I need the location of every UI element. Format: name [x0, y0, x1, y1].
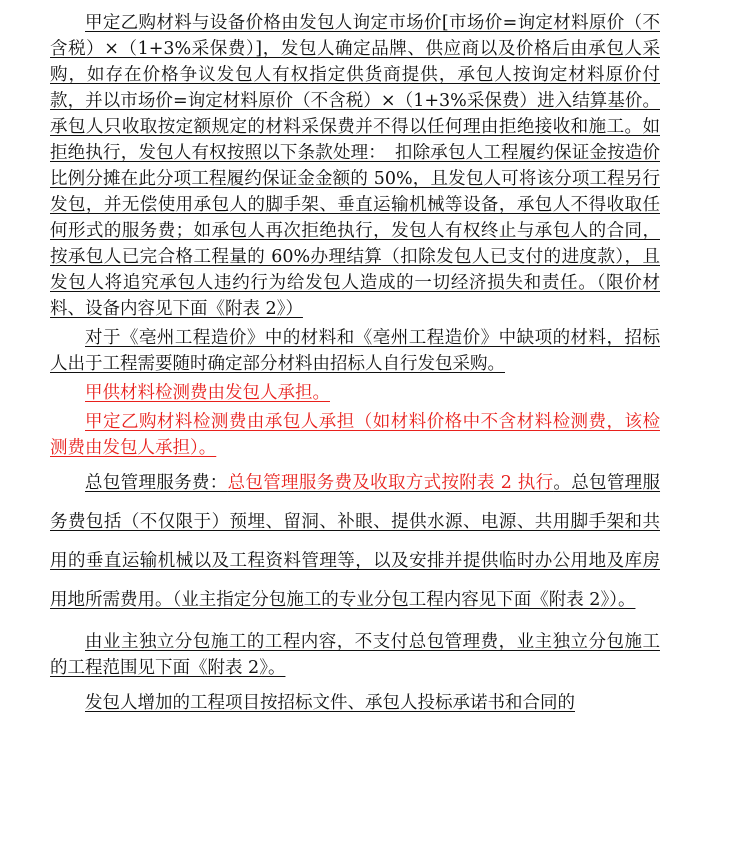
management-fee-red-text: 总包管理服务费及收取方式按附表 2 执行 [227, 473, 554, 493]
management-fee-label: 总包管理服务费： [85, 473, 228, 493]
paragraph-owner-subcontract: 由业主独立分包施工的工程内容，不支付总包管理费，业主独立分包施工的工程范围见下面《附表 2》。 [50, 632, 660, 678]
management-fee-description: 。总包管理服务费包括（不仅限于）预埋、留洞、补眼、提供水源、电源、共用脚手架和共用的垂直运输机械以及工程资料管理等，以及安排并提供临时办公用地及库房用地所需费用。（业主指定分包施工的专业分包工程内容见下面《附表 2》）。 [50, 473, 661, 610]
paragraph-management-fee [50, 464, 660, 620]
paragraph-self-procurement: 对于《亳州工程造价》中的材料和《亳州工程造价》中缺项的材料，招标人出于工程需要随时确定部分材料由招标人自行发包采购。 [50, 328, 660, 374]
paragraph-material-pricing: 甲定乙购材料与设备价格由发包人询定市场价[市场价=询定材料原价（不含税）×（1+3%采保费）]，发包人确定品牌、供应商以及价格后由承包人采购，如存在价格争议发包人有权指定供货商提供，承包人按询定材料原价付款，并以市场价=询定材料原价（不含税）×（1+3%采保费）进入结算基价。承包人只收取按定额规定的材料采保费并不得以任何理由拒绝接收和施工。如拒绝执行，发包人有权按照以下条款处理： 扣除承包人工程履约保证金按造价比例分摊在此分项工程履约保证金金额的 50%，且发包人可将该分项工程另行发包，并无偿使用承包人的脚手架、垂直运输机械等设备，承包人不得收取任何形式的服务费；如承包人再次拒绝执行，发包人有权终止与承包人的合同，按承包人已完合格工程量的 60%办理结算（扣除发包人已支付的进度款），且发包人将追究承包人违约行为给发包人造成的一切经济损失和责任。（限价材料、设备内容见下面《附表 2》） [50, 13, 660, 319]
paragraph-added-items: 发包人增加的工程项目按招标文件、承包人投标承诺书和合同的 [85, 693, 575, 713]
paragraph-supplied-material-testing: 甲供材料检测费由发包人承担。 [85, 383, 330, 403]
paragraph-purchased-material-testing: 甲定乙购材料检测费由承包人承担（如材料价格中不含材料检测费，该检测费由发包人承担）。 [50, 412, 660, 458]
